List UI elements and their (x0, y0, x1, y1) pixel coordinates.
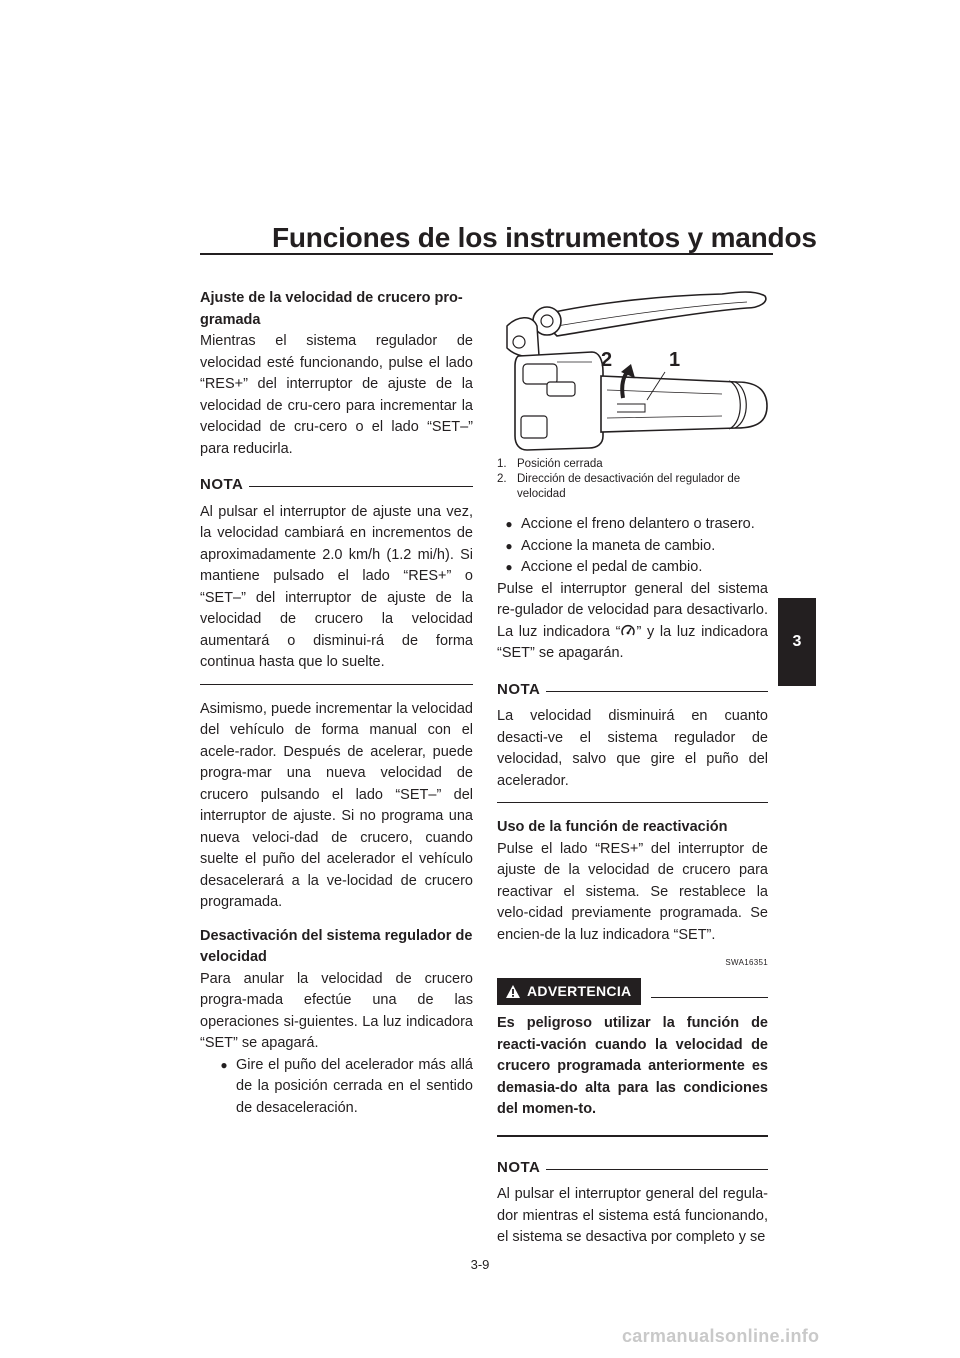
warning-header (497, 978, 768, 1006)
left-column (200, 288, 473, 1119)
bullet-dot-icon: ● (505, 560, 513, 574)
paragraph: Para anular la velocidad de crucero progra-mada efectúe una de las operaciones si-guientes. La luz indicadora “SET” se apagará. (200, 970, 473, 1051)
paragraph: Mientras el sistema regulador de velocidad esté funcionando, pulse el lado “RES+” del interruptor de ajuste de la velocidad de cru-cero para incrementar la velocidad de cru-cero o el lado “SET–” para reducirla. (200, 333, 473, 457)
note-end-rule (497, 802, 768, 803)
note-rule (546, 1169, 768, 1170)
watermark: carmanualsonline.info (622, 1326, 820, 1346)
paragraph: Pulse el interruptor general del sistema re-gulador de velocidad para desactivarlo. La luz indicadora “ ” y la luz indicadora “SET” se apagarán. (497, 580, 768, 661)
note-header (200, 474, 473, 496)
warning-end-rule (497, 1135, 768, 1137)
paragraph: Asimismo, puede incrementar la velocidad del vehículo de forma manual con el acele-rador. Después de acelerar, puede progra-mar una nueva velocidad de crucero pulsando el lado “SET–” del interruptor de ajuste. Si no programa una nueva veloci-dad de crucero, cuando suelte el puño del acelerador el vehículo desacelerará a la ve-locidad de crucero programada. (200, 700, 473, 910)
page-number: 3-9 (470, 1257, 490, 1272)
note-end-rule (200, 684, 473, 685)
bullet-dot-icon: ● (505, 538, 513, 553)
note-text: Al pulsar el interruptor de ajuste una vez, la velocidad cambiará en incrementos de aproximadamente 2.0 km/h (1.2 mi/h). Si mantiene pulsado el lado “RES+” o “SET–” del interruptor de ajuste de la velocidad de crucero la velocidad aumentará o disminui-rá de forma continua hasta que lo suelte. (200, 503, 473, 670)
note-text: La velocidad disminuirá en cuanto desacti-ve el sistema regulador de velocidad, salvo que gire el puño del acelerador. (497, 708, 768, 789)
callout-number: 1 (669, 349, 681, 371)
section-heading-cruise-speed: Ajuste de la velocidad de crucero pro-gramada (200, 290, 463, 328)
note-rule (546, 691, 768, 692)
title-rule (200, 253, 773, 255)
list-item: ● Accione el freno delantero o trasero. (497, 514, 768, 536)
callout-number: 2 (601, 349, 613, 371)
note-label: NOTA (200, 476, 244, 493)
page-title: Funciones de los instrumentos y mandos (272, 222, 817, 253)
chapter-tab[interactable] (778, 598, 816, 686)
note-header (497, 679, 768, 701)
bullet-dot-icon: ● (220, 1057, 228, 1072)
figure-caption: 1. Posición cerrada 2. Dirección de desactivación del regulador de velocidad (497, 458, 741, 500)
note-text: Al pulsar el interruptor general del regula-dor mientras el sistema está funcionando, el sistema se desactiva por completo y se (497, 1186, 768, 1245)
section-heading-reactivation: Uso de la función de reactivación (497, 819, 728, 835)
warning-rule (651, 997, 768, 998)
right-column (497, 514, 768, 1249)
paragraph: Pulse el lado “RES+” del interruptor de ajuste de la velocidad de crucero para reactivar el sistema. Se restablece la velo-cidad previamente programada. Se encien-de la luz indicadora “SET”. (497, 840, 768, 943)
note-label: NOTA (497, 680, 541, 698)
note-header (497, 1157, 768, 1179)
note-rule (249, 486, 473, 487)
list-item: ● Accione el pedal de cambio. (497, 557, 768, 579)
warning-triangle-icon (505, 984, 521, 999)
bullet-dot-icon: ● (505, 517, 513, 531)
handlebar-illustration (497, 286, 772, 452)
list-item: ● Gire el puño del acelerador más allá de la posición cerrada en el sentido de desaceleración. (200, 1055, 473, 1120)
warning-text: Es peligroso utilizar la función de reacti-vación cuando la velocidad de crucero programada anteriormente es demasia-do alta para las condiciones del momen-to. (497, 1015, 768, 1117)
note-label: NOTA (497, 1158, 541, 1176)
list-item: ● Accione la maneta de cambio. (497, 536, 768, 558)
warning-badge: ADVERTENCIA (497, 978, 641, 1006)
section-heading-deactivation: Desactivación del sistema regulador de velocidad (200, 927, 473, 965)
chapter-tab-number: 3 (792, 633, 802, 650)
cruise-control-icon (620, 623, 636, 639)
warning-code: SWA16351 (725, 958, 768, 967)
